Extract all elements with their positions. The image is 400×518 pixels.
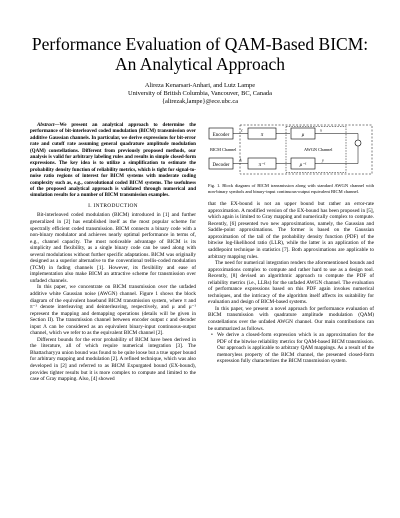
x-signal-label: x [320, 127, 322, 133]
author-names: Alireza Kenarsari-Anhari, and Lutz Lampe [144, 82, 256, 89]
y-signal-label: y [322, 157, 324, 163]
figure-1-caption: Fig. 1. Block diagram of BICM transmission along with standard AWGN channel with non-binary symbols and binary-input continuous-output equivalent BICM channel. [208, 183, 374, 194]
contribution-list [208, 332, 374, 365]
demapper-label: μ⁻¹ [299, 162, 307, 168]
intro-paragraph-2: In this paper, we concentrate on BICM transmission over the unfaded additive white Gaussian noise (AWGN) channel. Figure 1 shows the block diagram of the equivalent baseband BICM transmission system, where π and π⁻¹ denote interleaving and deinterleaving, respectively, and μ and μ⁻¹ represent the mapping and demapping operations (details will be given in Section II). The transmission channel between encoder output c and decoder input Λ can be considered as an equivalent binary-input continuous-output channel, which we refer to as the equivalent BICM channel [2]. [30, 284, 196, 337]
interleaver-label: π [260, 132, 264, 138]
author-affiliation: University of British Columbia, Vancouver, BC, Canada [128, 90, 272, 97]
right-paragraph-1: that the EX-bound is not an upper bound but rather an error-rate approximation. A modified version of the EX-bound has been proposed in [5], which again is limited to Gray mapping and numerically complex to compute. Recently, [6] presented two new approximations, namely, the Gaussian and Saddle-point approximations. The former is based on the Gaussian approximation of the tail of the probability density function (PDF) of the bitwise log-likelihood ratio (LLR), while the latter is an application of the saddlepoint technique in statistics [7]. Both approximations are applicable to arbitrary mapping rules. [208, 201, 374, 260]
paper-title: Performance Evaluation of QAM-Based BICM: An Analytical Approach [31, 34, 369, 74]
lambda-signal-label: Λ [239, 157, 242, 163]
bicm-channel-label: BICM Channel [210, 147, 237, 152]
intro-paragraph-3: Different bounds for the error probability of BICM have been derived in the literature, all of which require numerical integration [3]. The Bhattacharyya union bound was found to be quite loose but a true upper bound for arbitrary mapping and modulation [2]. A refined technique, which was also developed in [2] and referred to as BICM Expurgated bound (EX-bound), provides tighter results but it is more complex to compute and limited to the case of Gray mapping. Also, [4] showed [30, 336, 196, 383]
right-paragraph-3: In this paper, we present a novel approach for performance evaluation of BICM transmission with quadrature amplitude modulation (QAM) constellations over the unfaded AWGN channel. Our main contributions can be summarized as follows. [208, 305, 374, 332]
noise-adder [355, 140, 361, 146]
intro-paragraph-1: Bit-interleaved coded modulation (BICM) introduced in [1] and further generalized in [2] has established itself as the most popular scheme for spectrally efficient coded transmission. BICM connects a binary code with a non-binary modulator and achieves nearly optimal performance in terms of, e.g., channel capacity. The most noticeable advantage of BICM is its simplicity and flexibility, as a single binary code can be used along with several modulations without further specific adaptations. BICM was originally designed as a superior alternative to the conventional trellis-coded modulation (TCM) in fading channels [1]. However, its flexibility and ease of implementation also make BICM an attractive scheme for transmission over unfaded channels. [30, 212, 196, 284]
right-column [208, 122, 374, 365]
contribution-item-1: • We derive a closed-form expression which is an approximation for the PDF of the bitwise reliability metrics for QAM-based BICM transmission. Our approach is applicable to arbitrary QAM mappings. As a result of the memoryless property of the BICM channel, the presented closed-form expression fully characterizes the BICM transmission system. [217, 332, 374, 365]
c-signal-label: c [241, 127, 243, 133]
abstract [30, 122, 196, 199]
abstract-text: —We present an analytical approach to determine the performance of bit-interleaved coded modulation (BICM) transmission over additive Gaussian channels. In particular, we derive expressions for bit-error rate and cutoff rate assuming general quadrature amplitude modulation (QAM) constellations. Different from previously proposed methods, our analysis is valid for arbitrary labeling rules and results in simple closed-form expressions. The key idea is to utilize a simplification to estimate the probability density function of reliability metrics, which is tight for signal-to-noise ratio regions of interest for BICM systems with moderate coding complexity such as, e.g., convolutional coded BICM systems. The usefulness of the proposed analytical approach is validated through numerical and simulation results for a number of BICM transmission examples. [30, 122, 196, 199]
author-email: {alirezak,lampe}@ece.ubc.ca [161, 98, 239, 105]
abstract-lead: Abstract [37, 122, 55, 128]
figure-1 [208, 122, 374, 180]
encoder-label: Encoder [212, 132, 230, 138]
author-block [20, 82, 380, 106]
deinterleaver-label: π⁻¹ [258, 162, 266, 168]
section-heading-introduction: I. INTRODUCTION [88, 202, 138, 209]
awgn-channel-label: AWGN Channel [304, 147, 333, 152]
decoder-label: Decoder [212, 162, 230, 168]
bicm-block-diagram [208, 122, 374, 180]
right-paragraph-2: The need for numerical integration renders the aforementioned bounds and approximations complex to compute and rather hard to use as a design tool. Recently, [8] devised an algorithmic approach to compute the PDF of reliability metrics (i.e., LLRs) for the unfaded AWGN channel. The evaluation of performance expressions based on this PDF again invokes numerical techniques, and the intricacy of the algorithm itself affects its suitability for evaluation and design of BICM-based systems. [208, 260, 374, 306]
left-column [30, 122, 196, 383]
mapper-label: μ [301, 132, 305, 138]
